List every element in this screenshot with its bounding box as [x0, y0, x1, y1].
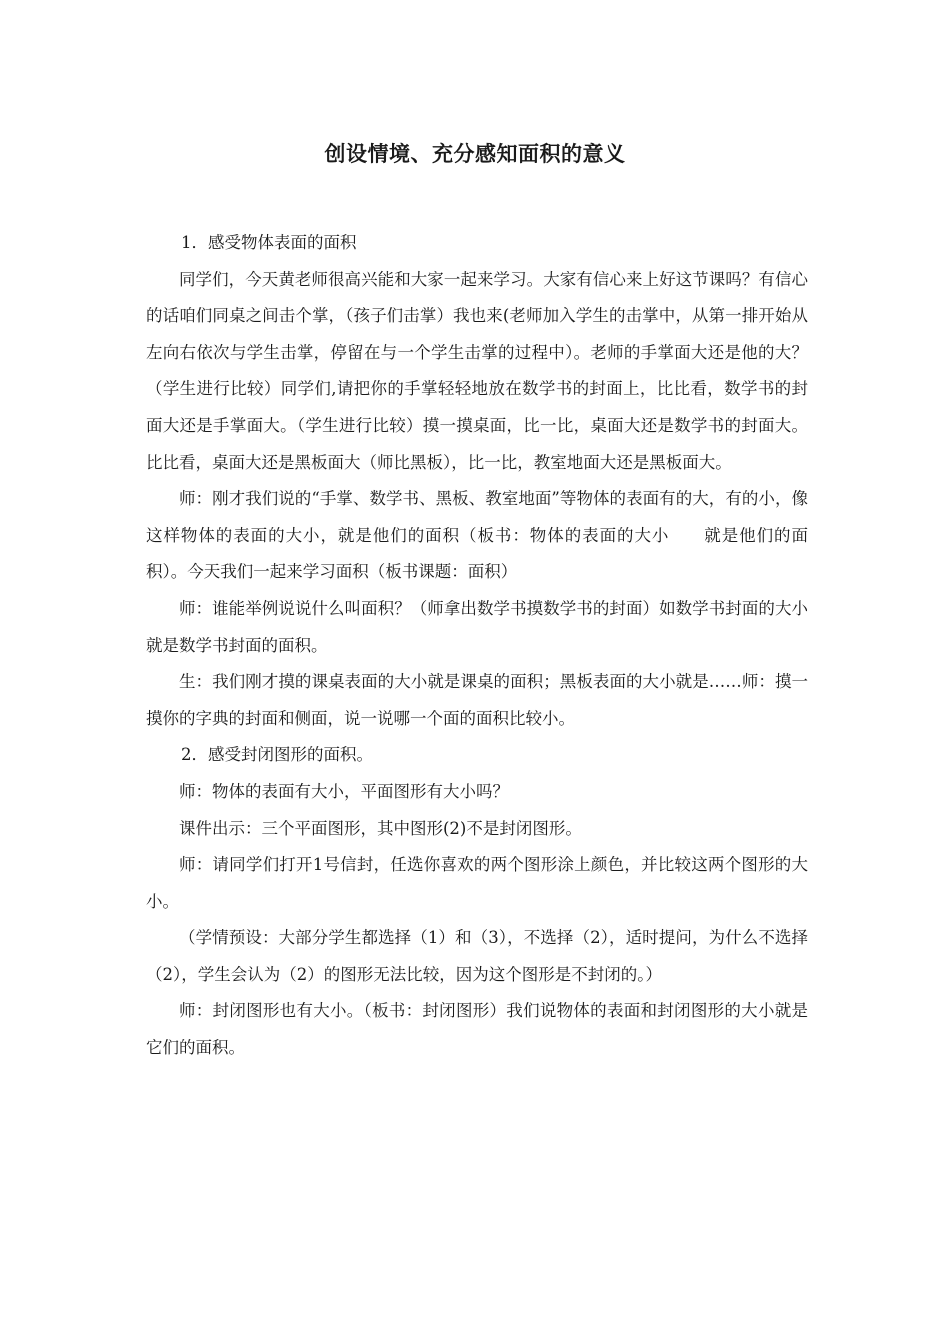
paragraph-teacher-example: 师：谁能举例说说什么叫面积？（师拿出数学书摸数学书的封面）如数学书封面的大小就是数学书封面的面积。: [146, 598, 808, 655]
paragraph-teacher-summary: 师：封闭图形也有大小。（板书：封闭图形）我们说物体的表面和封闭图形的大小就是它们的面积。: [146, 1001, 808, 1058]
section-heading-2: 2．感受封闭图形的面积。: [181, 745, 373, 765]
paragraph-learning-preset: （学情预设：大部分学生都选择（1）和（3），不选择（2），适时提问，为什么不选择（2），学生会认为（2）的图形无法比较，因为这个图形是不封闭的。）: [146, 928, 808, 984]
document-body: [146, 225, 808, 1067]
paragraph-student-answer: 生：我们刚才摸的课桌表面的大小就是课桌的面积；黑板表面的大小就是……师：摸一摸你的字典的封面和侧面，说一说哪一个面的面积比较小。: [146, 672, 808, 728]
paragraph-teacher-instruction: 师：请同学们打开1号信封，任选你喜欢的两个图形涂上颜色，并比较这两个图形的大小。: [146, 855, 808, 911]
section-heading-1: 1．感受物体表面的面积: [181, 233, 357, 252]
paragraph-teacher-definition: 师：刚才我们说的“手掌、数学书、黑板、教室地面”等物体的表面有的大，有的小，像这样物体的表面的大小，就是他们的面积（板书：物体的表面的大小 就是他们的面积）。今天我们一起来学习面积（板书课题：面积）: [146, 489, 808, 582]
paragraph-teacher-question: 师：物体的表面有大小，平面图形有大小吗？: [179, 781, 509, 801]
paragraph-courseware: 课件出示：三个平面图形，其中图形(2)不是封闭图形。: [179, 818, 582, 838]
paragraph-intro-handclap: 同学们，今天黄老师很高兴能和大家一起来学习。大家有信心来上好这节课吗？有信心的话咱们同桌之间击个掌，（孩子们击掌）我也来(老师加入学生的击掌中，从第一排开始从左向右依次与学生击掌，停留在与一个学生击掌的过程中）。老师的手掌面大还是他的大？（学生进行比较）同学们,请把你的手掌轻轻地放在数学书的封面上，比比看，数学书的封面大还是手掌面大。（学生进行比较）摸一摸桌面，比一比，桌面大还是数学书的封面大。比比看，桌面大还是黑板面大（师比黑板），比一比，教室地面大还是黑板面大。: [146, 269, 808, 472]
document-title: 创设情境、充分感知面积的意义: [324, 141, 626, 166]
